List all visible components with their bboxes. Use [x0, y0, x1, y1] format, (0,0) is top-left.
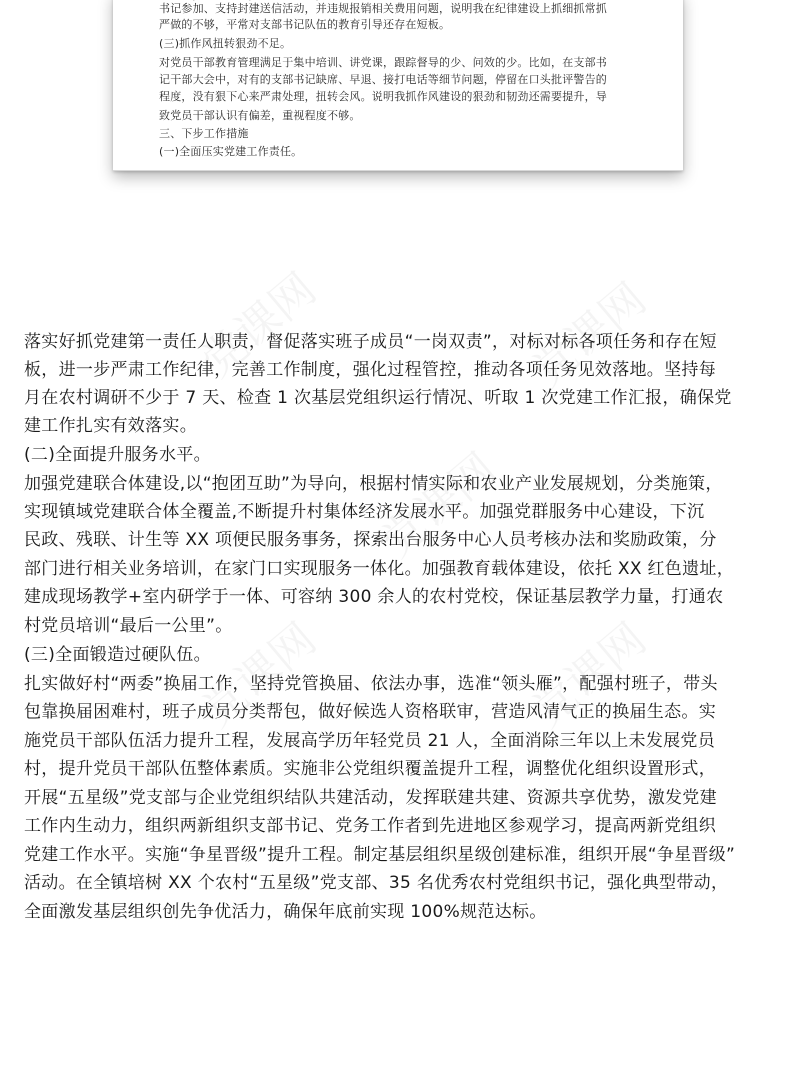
preview-line: 对党员干部教育管理满足于集中培训、讲党课，跟踪督导的少、问效的少。比如，在支部书 [159, 56, 607, 69]
preview-line: (一)全面压实党建工作责任。 [159, 145, 303, 158]
body-line: 党建工作水平。实施“争星晋级”提升工程。制定基层组织星级创建标准，组织开展“争星晋级” [24, 845, 736, 865]
section-heading: (三)全面锻造过硬队伍。 [24, 645, 211, 665]
body-line: 活动。在全镇培树 XX 个农村“五星级”党支部、35 名优秀农村党组织书记，强化典型带动， [24, 873, 729, 893]
section-heading: (二)全面提升服务水平。 [24, 445, 211, 465]
body-line: 扎实做好村“两委”换届工作，坚持党管换届、依法办事，选准“领头雁”，配强村班子，带头 [24, 674, 718, 694]
body-line: 包靠换届困难村，班子成员分类帮包，做好候选人资格联审，营造风清气正的换届生态。实 [24, 702, 716, 722]
preview-line: (三)抓作风扭转狠劲不足。 [159, 37, 292, 50]
body-line: 村，提升党员干部队伍整体素质。实施非公党组织覆盖提升工程，调整优化组织设置形式， [24, 759, 716, 779]
preview-line: 记干部大会中，对有的支部书记缺席、早退、接打电话等细节问题，停留在口头批评警告的 [159, 73, 607, 86]
body-line: 建成现场教学+室内研学于一体、可容纳 300 余人的农村党校，保证基层教学力量，打通农 [24, 587, 724, 607]
preview-line: 三、下步工作措施 [159, 127, 249, 140]
preview-line: 严做的不够，平常对支部书记队伍的教育引导还存在短板。 [159, 18, 451, 31]
body-line: 实现镇域党建联合体全覆盖,不断提升村集体经济发展水平。加强党群服务中心建设，下沉 [24, 502, 705, 522]
body-line: 工作内生动力，组织两新组织支部书记、党务工作者到先进地区参观学习，提高两新党组织 [24, 816, 716, 836]
body-line: 部门进行相关业务培训，在家门口实现服务一体化。加强教育载体建设，依托 XX 红色遗址， [24, 559, 734, 579]
body-line: 民政、残联、计生等 XX 项便民服务事务，探索出台服务中心人员考核办法和奖励政策，分 [24, 530, 717, 550]
preview-line: 书记参加、支持封建送信活动，并违规报销相关费用问题，说明我在纪律建设上抓细抓常抓 [159, 2, 607, 15]
body-line: 施党员干部队伍活力提升工程，发展高学历年轻党员 21 人，全面消除三年以上未发展党员 [24, 731, 716, 751]
preview-line: 程度，没有狠下心来严肃处理，扭转会风。说明我抓作风建设的狠劲和韧劲还需要提升，导 [159, 90, 607, 103]
body-line: 落实好抓党建第一责任人职责，督促落实班子成员“一岗双责”，对标对标各项任务和存在短 [24, 332, 717, 352]
page-preview-card [113, 0, 683, 171]
body-line: 全面激发基层组织创先争优活力，确保年底前实现 100%规范达标。 [24, 902, 547, 922]
body-line: 板，进一步严肃工作纪律，完善工作制度，强化过程管控，推动各项任务见效落地。坚持每 [24, 360, 716, 380]
body-line: 开展“五星级”党支部与企业党组织结队共建活动，发挥联建共建、资源共享优势，激发党建 [24, 788, 717, 808]
body-line: 月在农村调研不少于 7 天、检查 1 次基层党组织运行情况、听取 1 次党建工作汇报，确保党 [24, 388, 732, 408]
preview-line: 致党员干部认识有偏差，重视程度不够。 [159, 109, 361, 122]
body-line: 建工作扎实有效落实。 [24, 416, 197, 436]
body-line: 加强党建联合体建设,以“抱团互助”为导向，根据村情实际和农业产业发展规划，分类施策， [24, 474, 723, 494]
body-line: 村党员培训“最后一公里”。 [24, 616, 233, 636]
